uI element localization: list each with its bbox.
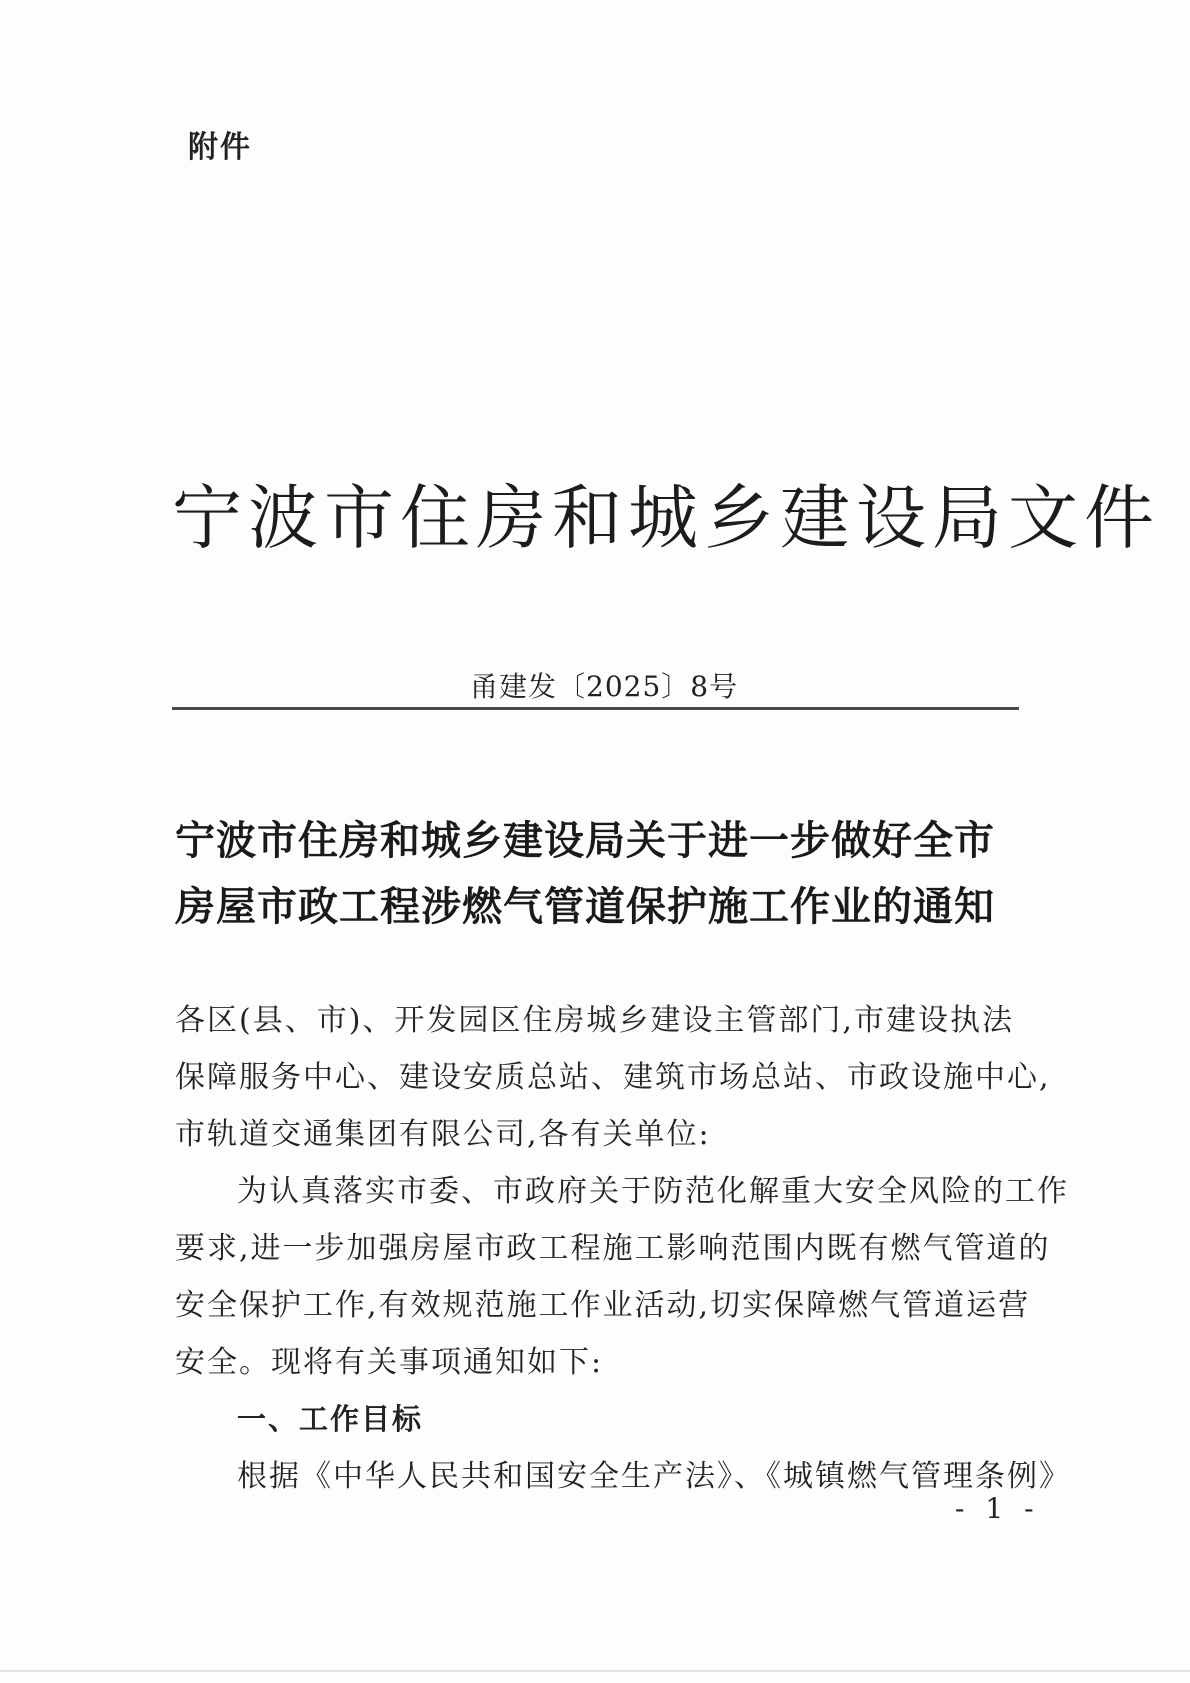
page-bottom-edge	[0, 1670, 1190, 1672]
section-heading: 一、工作目标	[237, 1402, 424, 1436]
notice-title-line: 房屋市政工程涉燃气管道保护施工作业的通知	[175, 883, 995, 930]
intro-paragraph-line: 为认真落实市委、市政府关于防范化解重大安全风险的工作	[237, 1174, 1069, 1209]
notice-body	[175, 992, 1071, 1505]
intro-paragraph-line: 安全。现将有关事项通知如下:	[175, 1345, 604, 1380]
document-number: 甬建发〔2025〕8号	[470, 670, 739, 703]
page-number: - 1 -	[955, 1492, 1040, 1525]
section-paragraph-line: 根据《中华人民共和国安全生产法》、《城镇燃气管理条例》	[237, 1459, 1071, 1494]
addressee-line: 市轨道交通集团有限公司,各有关单位:	[175, 1117, 711, 1152]
intro-paragraph-line: 安全保护工作,有效规范施工作业活动,切实保障燃气管道运营	[175, 1288, 1031, 1323]
notice-title	[175, 808, 1035, 940]
addressee-line: 各区(县、市)、开发园区住房城乡建设主管部门,市建设执法	[175, 1003, 1014, 1038]
masthead-title: 宁波市住房和城乡建设局文件	[172, 477, 1160, 559]
intro-paragraph-line: 要求,进一步加强房屋市政工程施工影响范围内既有燃气管道的	[175, 1231, 1051, 1266]
attachment-label: 附件	[188, 130, 252, 165]
masthead-separator-line	[172, 707, 1019, 710]
addressee-line: 保障服务中心、建设安质总站、建筑市场总站、市政设施中心,	[175, 1060, 1051, 1095]
notice-title-line: 宁波市住房和城乡建设局关于进一步做好全市	[175, 817, 995, 864]
